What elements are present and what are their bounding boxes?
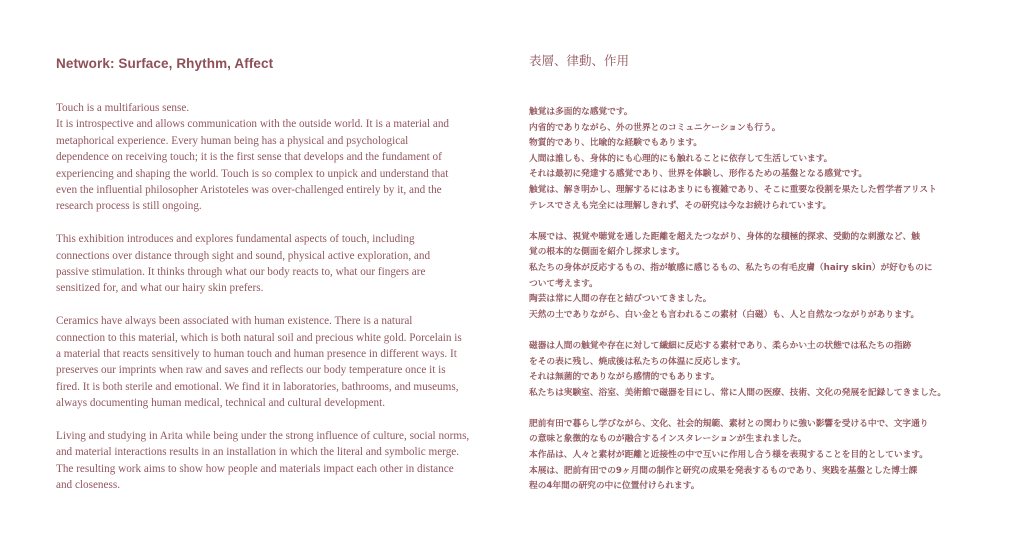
text-line: metaphorical experience. Every human being has a physical and psychological (56, 134, 409, 147)
text-line: 天然の土でありながら、白い金とも言われるこの素材（白磁）も、人と自然なつながりがあります。 (529, 309, 920, 320)
text-line: dependence on receiving touch; it is the first sense that develops and the fundament of (56, 151, 442, 164)
english-title: Network: Surface, Rhythm, Affect (56, 56, 274, 71)
text-line: 本展では、視覚や聴覚を通した距離を超えたつながり、身体的な積極的探求、受動的な刺激など、触 (529, 231, 920, 242)
english-paragraph-4 (56, 428, 504, 494)
text-line: 私たちは実験室、浴室、美術館で磁器を目にし、常に人間の医療、技術、文化の発展を記録してきました。 (529, 387, 946, 398)
text-line: 私たちの身体が反応するもの、指が敏感に感じるもの、私たちの有毛皮膚（hairy skin）が好むものに (529, 262, 933, 273)
text-line: It is introspective and allows communication with the outside world. It is a material and (56, 118, 450, 131)
text-line: even the influential philosopher Aristoteles was over-challenged entirely by it, and the (56, 184, 442, 197)
text-line: それは最初に発達する感覚であり、世界を体験し、形作るための基盤となる感覚です。 (529, 169, 868, 180)
text-line: always documenting human medical, technical and cultural development. (56, 397, 385, 410)
japanese-column (529, 50, 977, 510)
japanese-paragraph-3 (529, 339, 977, 401)
text-line: 物質的であり、比喩的な経験でもあります。 (529, 138, 703, 149)
text-line: Living and studying in Arita while being under the strong influence of culture, social norms, (56, 430, 470, 443)
text-line: それは無菌的でありながら感情的でもあります。 (529, 372, 720, 383)
text-line: 覚の根本的な側面を紹介し探求します。 (529, 247, 685, 258)
text-line: ついて考えます。 (529, 278, 598, 289)
text-line: preserves our imprints when raw and saves and reflects our body temperature once it is (56, 364, 446, 377)
japanese-title: 表層、律動、作用 (529, 53, 630, 68)
text-line: and closeness. (56, 479, 121, 492)
japanese-paragraph-4 (529, 417, 977, 495)
japanese-paragraph-2 (529, 230, 977, 324)
text-line: 本展は、肥前有田での9ヶ月間の制作と研究の成果を発表するものであり、実践を基盤とした博士課 (529, 465, 918, 476)
english-paragraph-3 (56, 313, 504, 411)
text-line: 程の4年間の研究の中に位置付けられます。 (529, 481, 700, 492)
text-line: experiencing and shaping the world. Touch is so complex to unpick and understand that (56, 167, 449, 180)
text-line: connections over distance through sight and sound, physical active exploration, and (56, 249, 431, 262)
text-line: The resulting work aims to show how people and materials impact each other in distance (56, 462, 454, 475)
text-line: 陶芸は常に人間の存在と結びついてきました。 (529, 294, 712, 305)
english-column (56, 54, 504, 510)
english-paragraph-2 (56, 231, 504, 297)
text-line: 触覚は多面的な感覚です。 (529, 107, 633, 117)
text-line: passive stimulation. It thinks through what our body reacts to, what our fingers are (56, 266, 426, 279)
text-line: 人間は誰しも、身体的にも心理的にも触れることに依存して生活しています。 (529, 153, 833, 164)
english-body (56, 100, 504, 494)
text-line: 内省的でありながら、外の世界とのコミュニケーションも行う。 (529, 122, 781, 133)
text-line: の意味と象徴的なものが融合するインスタレーションが生まれました。 (529, 434, 807, 445)
text-line: and material interactions results in an installation in which the literal and symbolic merge. (56, 446, 460, 459)
text-line: connection to this material, which is both natural soil and precious white gold. Porcelain is (56, 331, 462, 344)
text-line: Touch is a multifarious sense. (56, 102, 190, 114)
text-line: research process is still ongoing. (56, 200, 202, 213)
text-line: fired. It is both sterile and emotional. We find it in laboratories, bathrooms, and museums, (56, 380, 459, 393)
text-line: 触覚は、解き明かし、理解するにはあまりにも複雑であり、そこに重要な役割を果たした哲学者アリスト (529, 184, 937, 195)
text-line: 肥前有田で暮らし学びながら、文化、社会的規範、素材との関わりに強い影響を受ける中で、文字通り (529, 418, 929, 429)
text-line: 本作品は、人々と素材が距離と近接性の中で互いに作用し合う様を表現することを目的としています。 (529, 450, 928, 461)
text-line: a material that reacts sensitively to human touch and human presence in different ways. It (56, 348, 457, 361)
text-line: 磁器は人間の触覚や存在に対して繊細に反応する素材であり、柔らかい土の状態では私たちの指跡 (529, 340, 912, 351)
japanese-body (529, 105, 977, 495)
english-paragraph-1 (56, 100, 504, 215)
text-line: This exhibition introduces and explores fundamental aspects of touch, including (56, 233, 415, 246)
text-line: テレスでさえも完全には理解しきれず、その研究は今なお続けられています。 (529, 200, 832, 211)
text-line: Ceramics have always been associated with human existence. There is a natural (56, 315, 413, 328)
text-line: sensitized for, and what our hairy skin prefers. (56, 282, 264, 295)
text-line: をその表に残し、焼成後は私たちの体温に反応します。 (529, 356, 746, 367)
japanese-paragraph-1 (529, 105, 977, 214)
